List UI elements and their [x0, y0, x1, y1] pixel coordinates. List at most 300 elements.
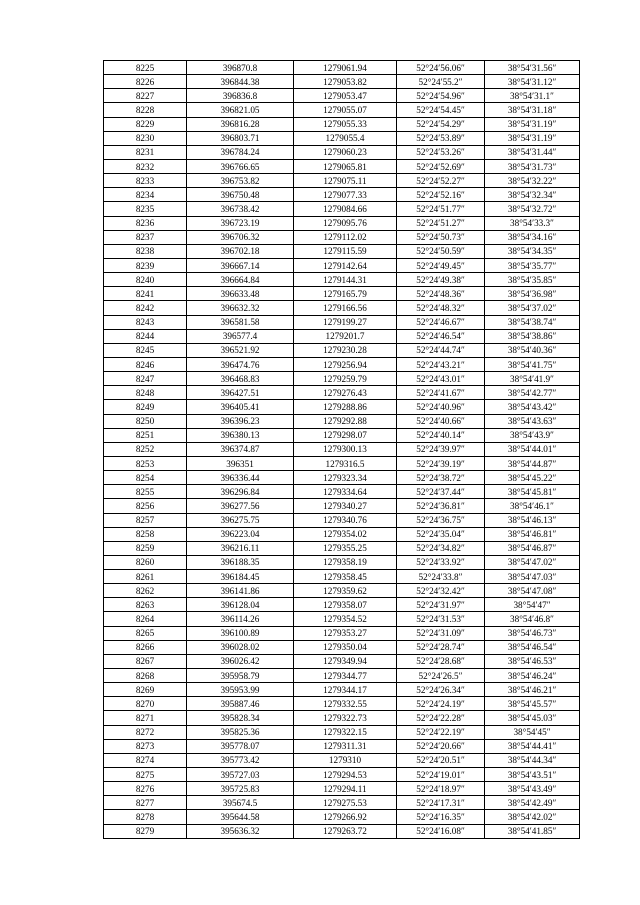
longitude-cell: 38°54′36.98″: [485, 287, 580, 301]
coordinates-table: [103, 60, 580, 839]
longitude-cell: 38°54′38.74″: [485, 315, 580, 329]
longitude-cell: 38°54′32.34″: [485, 188, 580, 202]
table-row: [104, 117, 580, 131]
point-number-cell: 8275: [104, 768, 187, 782]
latitude-cell: 52°24′31.97″: [397, 598, 485, 612]
y-coordinate-cell: 1279292.88: [294, 414, 397, 428]
latitude-cell: 52°24′39.97″: [397, 442, 485, 456]
y-coordinate-cell: 1279358.07: [294, 598, 397, 612]
x-coordinate-cell: 396277.56: [187, 499, 294, 513]
latitude-cell: 52°24′40.96″: [397, 400, 485, 414]
point-number-cell: 8243: [104, 315, 187, 329]
latitude-cell: 52°24′51.27″: [397, 216, 485, 230]
longitude-cell: 38°54′45.81″: [485, 485, 580, 499]
latitude-cell: 52°24′52.69″: [397, 159, 485, 173]
latitude-cell: 52°24′50.73″: [397, 230, 485, 244]
longitude-cell: 38°54′44.41″: [485, 739, 580, 753]
table-row: [104, 329, 580, 343]
table-row: [104, 372, 580, 386]
point-number-cell: 8241: [104, 287, 187, 301]
longitude-cell: 38°54′47.03″: [485, 570, 580, 584]
point-number-cell: 8278: [104, 810, 187, 824]
latitude-cell: 52°24′41.67″: [397, 386, 485, 400]
x-coordinate-cell: 396336.44: [187, 471, 294, 485]
table-row: [104, 527, 580, 541]
latitude-cell: 52°24′31.09″: [397, 626, 485, 640]
longitude-cell: 38°54′32.22″: [485, 174, 580, 188]
table-row: [104, 301, 580, 315]
latitude-cell: 52°24′49.38″: [397, 273, 485, 287]
x-coordinate-cell: 395778.07: [187, 739, 294, 753]
latitude-cell: 52°24′53.89″: [397, 131, 485, 145]
point-number-cell: 8234: [104, 188, 187, 202]
longitude-cell: 38°54′45.57″: [485, 697, 580, 711]
latitude-cell: 52°24′19.01″: [397, 768, 485, 782]
table-row: [104, 103, 580, 117]
y-coordinate-cell: 1279322.73: [294, 711, 397, 725]
longitude-cell: 38°54′32.72″: [485, 202, 580, 216]
longitude-cell: 38°54′31.12″: [485, 75, 580, 89]
y-coordinate-cell: 1279358.45: [294, 570, 397, 584]
latitude-cell: 52°24′22.19″: [397, 725, 485, 739]
longitude-cell: 38°54′43.9″: [485, 428, 580, 442]
y-coordinate-cell: 1279310: [294, 753, 397, 767]
x-coordinate-cell: 396753.82: [187, 174, 294, 188]
point-number-cell: 8271: [104, 711, 187, 725]
x-coordinate-cell: 396870.8: [187, 61, 294, 75]
table-row: [104, 541, 580, 555]
x-coordinate-cell: 396803.71: [187, 131, 294, 145]
table-row: [104, 683, 580, 697]
x-coordinate-cell: 395887.46: [187, 697, 294, 711]
y-coordinate-cell: 1279354.02: [294, 527, 397, 541]
point-number-cell: 8229: [104, 117, 187, 131]
longitude-cell: 38°54′46.73″: [485, 626, 580, 640]
longitude-cell: 38°54′46.24″: [485, 669, 580, 683]
y-coordinate-cell: 1279340.27: [294, 499, 397, 513]
table-row: [104, 654, 580, 668]
latitude-cell: 52°24′54.29″: [397, 117, 485, 131]
table-row: [104, 386, 580, 400]
y-coordinate-cell: 1279294.11: [294, 782, 397, 796]
longitude-cell: 38°54′38.86″: [485, 329, 580, 343]
latitude-cell: 52°24′43.01″: [397, 372, 485, 386]
point-number-cell: 8265: [104, 626, 187, 640]
table-row: [104, 216, 580, 230]
x-coordinate-cell: 396380.13: [187, 428, 294, 442]
longitude-cell: 38°54′45.03″: [485, 711, 580, 725]
x-coordinate-cell: 396706.32: [187, 230, 294, 244]
point-number-cell: 8276: [104, 782, 187, 796]
x-coordinate-cell: 396128.04: [187, 598, 294, 612]
point-number-cell: 8259: [104, 541, 187, 555]
table-row: [104, 570, 580, 584]
longitude-cell: 38°54′42.77″: [485, 386, 580, 400]
latitude-cell: 52°24′49.45″: [397, 258, 485, 272]
longitude-cell: 38°54′31.19″: [485, 117, 580, 131]
point-number-cell: 8252: [104, 442, 187, 456]
x-coordinate-cell: 395674.5: [187, 796, 294, 810]
longitude-cell: 38°54′40.36″: [485, 343, 580, 357]
y-coordinate-cell: 1279355.25: [294, 541, 397, 555]
table-row: [104, 485, 580, 499]
table-row: [104, 626, 580, 640]
latitude-cell: 52°24′40.66″: [397, 414, 485, 428]
longitude-cell: 38°54′31.19″: [485, 131, 580, 145]
longitude-cell: 38°54′47.02″: [485, 555, 580, 569]
table-row: [104, 75, 580, 89]
table-row: [104, 697, 580, 711]
longitude-cell: 38°54′34.16″: [485, 230, 580, 244]
y-coordinate-cell: 1279350.04: [294, 640, 397, 654]
point-number-cell: 8240: [104, 273, 187, 287]
x-coordinate-cell: 396216.11: [187, 541, 294, 555]
x-coordinate-cell: 396664.84: [187, 273, 294, 287]
x-coordinate-cell: 395725.83: [187, 782, 294, 796]
longitude-cell: 38°54′35.77″: [485, 258, 580, 272]
y-coordinate-cell: 1279142.64: [294, 258, 397, 272]
longitude-cell: 38°54′43.63″: [485, 414, 580, 428]
longitude-cell: 38°54′46.21″: [485, 683, 580, 697]
x-coordinate-cell: 396351: [187, 456, 294, 470]
longitude-cell: 38°54′46.87″: [485, 541, 580, 555]
longitude-cell: 38°54′41.75″: [485, 357, 580, 371]
table-row: [104, 174, 580, 188]
longitude-cell: 38°54′44.87″: [485, 456, 580, 470]
point-number-cell: 8253: [104, 456, 187, 470]
table-row: [104, 499, 580, 513]
table-row: [104, 89, 580, 103]
coordinates-sheet: [103, 60, 579, 839]
y-coordinate-cell: 1279199.27: [294, 315, 397, 329]
latitude-cell: 52°24′36.81″: [397, 499, 485, 513]
longitude-cell: 38°54′42.49″: [485, 796, 580, 810]
point-number-cell: 8274: [104, 753, 187, 767]
x-coordinate-cell: 396816.28: [187, 117, 294, 131]
latitude-cell: 52°24′28.68″: [397, 654, 485, 668]
longitude-cell: 38°54′41.9″: [485, 372, 580, 386]
table-row: [104, 61, 580, 75]
point-number-cell: 8247: [104, 372, 187, 386]
x-coordinate-cell: 396766.65: [187, 159, 294, 173]
x-coordinate-cell: 396141.86: [187, 584, 294, 598]
latitude-cell: 52°24′33.8″: [397, 570, 485, 584]
point-number-cell: 8249: [104, 400, 187, 414]
point-number-cell: 8267: [104, 654, 187, 668]
x-coordinate-cell: 396188.35: [187, 555, 294, 569]
x-coordinate-cell: 396784.24: [187, 145, 294, 159]
table-row: [104, 471, 580, 485]
x-coordinate-cell: 395644.58: [187, 810, 294, 824]
y-coordinate-cell: 1279354.52: [294, 612, 397, 626]
latitude-cell: 52°24′37.44″: [397, 485, 485, 499]
point-number-cell: 8230: [104, 131, 187, 145]
point-number-cell: 8226: [104, 75, 187, 89]
latitude-cell: 52°24′51.77″: [397, 202, 485, 216]
point-number-cell: 8239: [104, 258, 187, 272]
table-row: [104, 753, 580, 767]
longitude-cell: 38°54′42.02″: [485, 810, 580, 824]
y-coordinate-cell: 1279288.86: [294, 400, 397, 414]
y-coordinate-cell: 1279256.94: [294, 357, 397, 371]
point-number-cell: 8233: [104, 174, 187, 188]
table-row: [104, 442, 580, 456]
latitude-cell: 52°24′31.53″: [397, 612, 485, 626]
point-number-cell: 8277: [104, 796, 187, 810]
latitude-cell: 52°24′18.97″: [397, 782, 485, 796]
longitude-cell: 38°54′31.18″: [485, 103, 580, 117]
point-number-cell: 8279: [104, 824, 187, 838]
table-row: [104, 669, 580, 683]
longitude-cell: 38°54′45″: [485, 725, 580, 739]
point-number-cell: 8225: [104, 61, 187, 75]
point-number-cell: 8257: [104, 513, 187, 527]
table-row: [104, 640, 580, 654]
latitude-cell: 52°24′40.14″: [397, 428, 485, 442]
x-coordinate-cell: 396750.48: [187, 188, 294, 202]
x-coordinate-cell: 396405.41: [187, 400, 294, 414]
longitude-cell: 38°54′47″: [485, 598, 580, 612]
latitude-cell: 52°24′43.21″: [397, 357, 485, 371]
table-row: [104, 584, 580, 598]
y-coordinate-cell: 1279055.33: [294, 117, 397, 131]
table-row: [104, 782, 580, 796]
table-row: [104, 343, 580, 357]
table-row: [104, 357, 580, 371]
table-row: [104, 810, 580, 824]
x-coordinate-cell: 396581.58: [187, 315, 294, 329]
x-coordinate-cell: 396396.23: [187, 414, 294, 428]
longitude-cell: 38°54′37.02″: [485, 301, 580, 315]
latitude-cell: 52°24′44.74″: [397, 343, 485, 357]
latitude-cell: 52°24′22.28″: [397, 711, 485, 725]
latitude-cell: 52°24′16.35″: [397, 810, 485, 824]
latitude-cell: 52°24′35.04″: [397, 527, 485, 541]
x-coordinate-cell: 396723.19: [187, 216, 294, 230]
latitude-cell: 52°24′53.26″: [397, 145, 485, 159]
x-coordinate-cell: 396667.14: [187, 258, 294, 272]
latitude-cell: 52°24′48.36″: [397, 287, 485, 301]
point-number-cell: 8232: [104, 159, 187, 173]
latitude-cell: 52°24′16.08″: [397, 824, 485, 838]
point-number-cell: 8250: [104, 414, 187, 428]
longitude-cell: 38°54′45.22″: [485, 471, 580, 485]
table-row: [104, 612, 580, 626]
point-number-cell: 8246: [104, 357, 187, 371]
longitude-cell: 38°54′46.53″: [485, 654, 580, 668]
table-row: [104, 768, 580, 782]
table-row: [104, 456, 580, 470]
table-row: [104, 131, 580, 145]
latitude-cell: 52°24′36.75″: [397, 513, 485, 527]
x-coordinate-cell: 395773.42: [187, 753, 294, 767]
longitude-cell: 38°54′43.51″: [485, 768, 580, 782]
point-number-cell: 8272: [104, 725, 187, 739]
latitude-cell: 52°24′46.54″: [397, 329, 485, 343]
x-coordinate-cell: 396028.02: [187, 640, 294, 654]
table-row: [104, 725, 580, 739]
table-row: [104, 824, 580, 838]
coordinates-table-body: [104, 61, 580, 839]
x-coordinate-cell: 396521.92: [187, 343, 294, 357]
table-row: [104, 273, 580, 287]
x-coordinate-cell: 396275.75: [187, 513, 294, 527]
y-coordinate-cell: 1279144.31: [294, 273, 397, 287]
point-number-cell: 8242: [104, 301, 187, 315]
point-number-cell: 8268: [104, 669, 187, 683]
longitude-cell: 38°54′31.73″: [485, 159, 580, 173]
y-coordinate-cell: 1279230.28: [294, 343, 397, 357]
y-coordinate-cell: 1279349.94: [294, 654, 397, 668]
x-coordinate-cell: 395828.34: [187, 711, 294, 725]
y-coordinate-cell: 1279259.79: [294, 372, 397, 386]
point-number-cell: 8262: [104, 584, 187, 598]
x-coordinate-cell: 395953.99: [187, 683, 294, 697]
y-coordinate-cell: 1279276.43: [294, 386, 397, 400]
point-number-cell: 8255: [104, 485, 187, 499]
y-coordinate-cell: 1279316.5: [294, 456, 397, 470]
point-number-cell: 8261: [104, 570, 187, 584]
latitude-cell: 52°24′52.27″: [397, 174, 485, 188]
table-row: [104, 230, 580, 244]
y-coordinate-cell: 1279084.66: [294, 202, 397, 216]
longitude-cell: 38°54′47.08″: [485, 584, 580, 598]
latitude-cell: 52°24′17.31″: [397, 796, 485, 810]
point-number-cell: 8273: [104, 739, 187, 753]
point-number-cell: 8236: [104, 216, 187, 230]
y-coordinate-cell: 1279053.82: [294, 75, 397, 89]
point-number-cell: 8256: [104, 499, 187, 513]
table-row: [104, 287, 580, 301]
x-coordinate-cell: 396374.87: [187, 442, 294, 456]
y-coordinate-cell: 1279065.81: [294, 159, 397, 173]
point-number-cell: 8231: [104, 145, 187, 159]
latitude-cell: 52°24′34.82″: [397, 541, 485, 555]
point-number-cell: 8237: [104, 230, 187, 244]
point-number-cell: 8251: [104, 428, 187, 442]
y-coordinate-cell: 1279334.64: [294, 485, 397, 499]
y-coordinate-cell: 1279055.4: [294, 131, 397, 145]
y-coordinate-cell: 1279322.15: [294, 725, 397, 739]
latitude-cell: 52°24′20.51″: [397, 753, 485, 767]
latitude-cell: 52°24′46.67″: [397, 315, 485, 329]
latitude-cell: 52°24′33.92″: [397, 555, 485, 569]
table-row: [104, 796, 580, 810]
point-number-cell: 8245: [104, 343, 187, 357]
table-row: [104, 202, 580, 216]
longitude-cell: 38°54′35.85″: [485, 273, 580, 287]
point-number-cell: 8264: [104, 612, 187, 626]
longitude-cell: 38°54′46.54″: [485, 640, 580, 654]
x-coordinate-cell: 396100.89: [187, 626, 294, 640]
latitude-cell: 52°24′54.96″: [397, 89, 485, 103]
latitude-cell: 52°24′32.42″: [397, 584, 485, 598]
y-coordinate-cell: 1279095.76: [294, 216, 397, 230]
y-coordinate-cell: 1279344.77: [294, 669, 397, 683]
x-coordinate-cell: 396296.84: [187, 485, 294, 499]
point-number-cell: 8254: [104, 471, 187, 485]
point-number-cell: 8235: [104, 202, 187, 216]
longitude-cell: 38°54′41.85″: [485, 824, 580, 838]
x-coordinate-cell: 395727.03: [187, 768, 294, 782]
y-coordinate-cell: 1279166.56: [294, 301, 397, 315]
latitude-cell: 52°24′24.19″: [397, 697, 485, 711]
latitude-cell: 52°24′38.72″: [397, 471, 485, 485]
longitude-cell: 38°54′46.13″: [485, 513, 580, 527]
y-coordinate-cell: 1279112.02: [294, 230, 397, 244]
longitude-cell: 38°54′31.56″: [485, 61, 580, 75]
table-row: [104, 244, 580, 258]
x-coordinate-cell: 396114.26: [187, 612, 294, 626]
x-coordinate-cell: 396468.83: [187, 372, 294, 386]
y-coordinate-cell: 1279165.79: [294, 287, 397, 301]
y-coordinate-cell: 1279075.11: [294, 174, 397, 188]
y-coordinate-cell: 1279332.55: [294, 697, 397, 711]
table-row: [104, 315, 580, 329]
x-coordinate-cell: 395636.32: [187, 824, 294, 838]
longitude-cell: 38°54′31.44″: [485, 145, 580, 159]
y-coordinate-cell: 1279323.34: [294, 471, 397, 485]
y-coordinate-cell: 1279294.53: [294, 768, 397, 782]
point-number-cell: 8244: [104, 329, 187, 343]
table-row: [104, 414, 580, 428]
x-coordinate-cell: 396844.38: [187, 75, 294, 89]
latitude-cell: 52°24′54.45″: [397, 103, 485, 117]
table-row: [104, 739, 580, 753]
latitude-cell: 52°24′26.34″: [397, 683, 485, 697]
y-coordinate-cell: 1279055.07: [294, 103, 397, 117]
longitude-cell: 38°54′46.1″: [485, 499, 580, 513]
x-coordinate-cell: 395825.36: [187, 725, 294, 739]
latitude-cell: 52°24′20.66″: [397, 739, 485, 753]
x-coordinate-cell: 396223.04: [187, 527, 294, 541]
point-number-cell: 8269: [104, 683, 187, 697]
latitude-cell: 52°24′26.5″: [397, 669, 485, 683]
y-coordinate-cell: 1279053.47: [294, 89, 397, 103]
longitude-cell: 38°54′44.01″: [485, 442, 580, 456]
x-coordinate-cell: 396821.05: [187, 103, 294, 117]
y-coordinate-cell: 1279311.31: [294, 739, 397, 753]
point-number-cell: 8228: [104, 103, 187, 117]
latitude-cell: 52°24′28.74″: [397, 640, 485, 654]
x-coordinate-cell: 396836.8: [187, 89, 294, 103]
point-number-cell: 8227: [104, 89, 187, 103]
y-coordinate-cell: 1279359.62: [294, 584, 397, 598]
y-coordinate-cell: 1279353.27: [294, 626, 397, 640]
point-number-cell: 8258: [104, 527, 187, 541]
longitude-cell: 38°54′46.81″: [485, 527, 580, 541]
longitude-cell: 38°54′33.3″: [485, 216, 580, 230]
longitude-cell: 38°54′34.35″: [485, 244, 580, 258]
x-coordinate-cell: 396184.45: [187, 570, 294, 584]
latitude-cell: 52°24′55.2″: [397, 75, 485, 89]
y-coordinate-cell: 1279060.23: [294, 145, 397, 159]
y-coordinate-cell: 1279344.17: [294, 683, 397, 697]
table-row: [104, 513, 580, 527]
y-coordinate-cell: 1279266.92: [294, 810, 397, 824]
table-row: [104, 159, 580, 173]
latitude-cell: 52°24′52.16″: [397, 188, 485, 202]
y-coordinate-cell: 1279300.13: [294, 442, 397, 456]
longitude-cell: 38°54′46.8″: [485, 612, 580, 626]
y-coordinate-cell: 1279115.59: [294, 244, 397, 258]
x-coordinate-cell: 395958.79: [187, 669, 294, 683]
latitude-cell: 52°24′39.19″: [397, 456, 485, 470]
y-coordinate-cell: 1279275.53: [294, 796, 397, 810]
x-coordinate-cell: 396738.42: [187, 202, 294, 216]
longitude-cell: 38°54′31.1″: [485, 89, 580, 103]
longitude-cell: 38°54′43.42″: [485, 400, 580, 414]
